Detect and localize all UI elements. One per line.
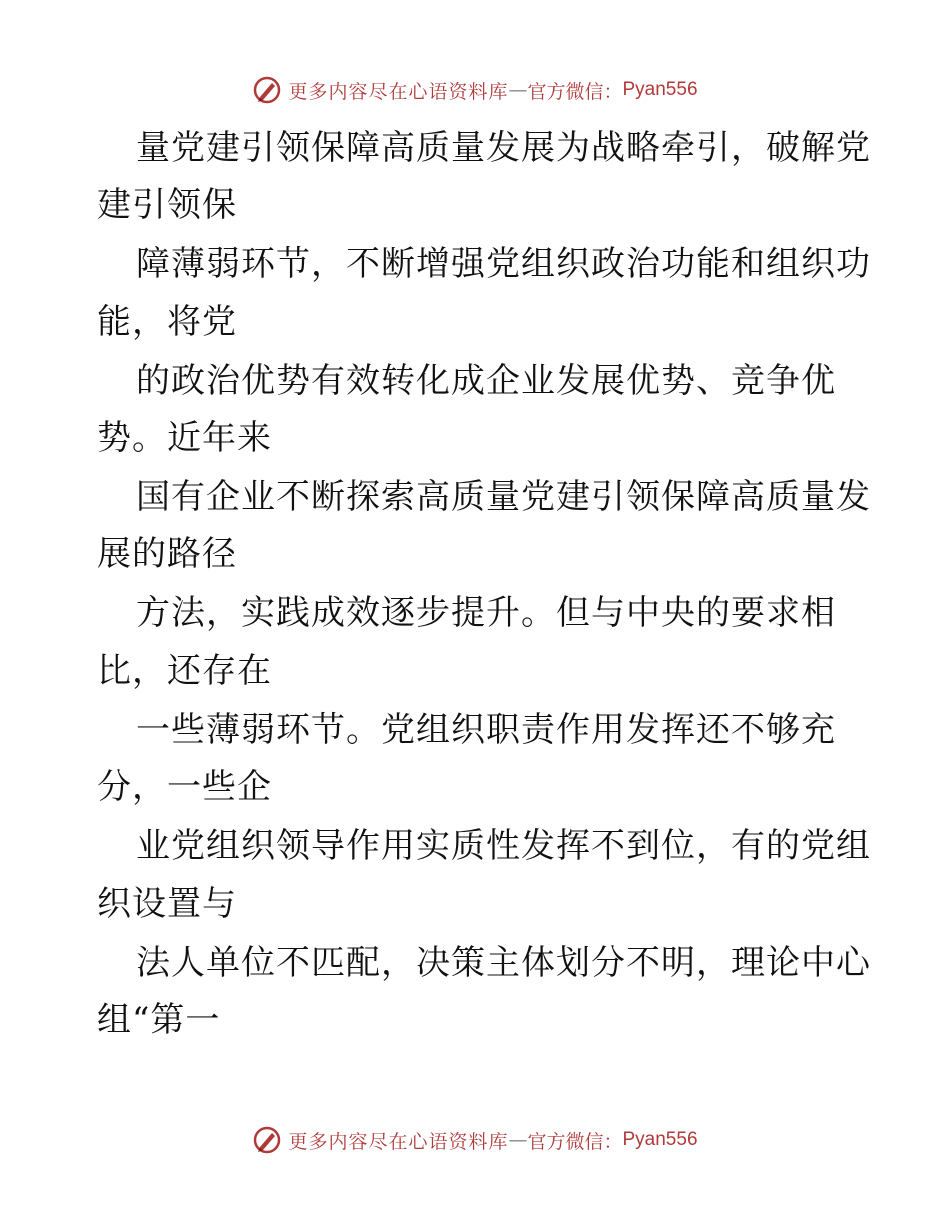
footer-banner [0, 1120, 950, 1160]
banner-site-text: 更多内容尽在心语资料库 [288, 1130, 509, 1153]
banner-wechat-label: 官方微信： [527, 80, 623, 103]
banner-wechat-id: Pyan556 [622, 79, 698, 100]
text-line: 建引领保 [97, 185, 237, 225]
header-banner [0, 70, 950, 110]
text-line: 织设置与 [97, 884, 237, 924]
text-line: 业党组织领导作用实质性发挥不到位，有的党组 [136, 826, 871, 866]
text-line: 的政治优势有效转化成企业发展优势、竞争优 [136, 361, 836, 401]
text-line: 法人单位不匹配，决策主体划分不明，理论中心 [136, 943, 871, 983]
pen-logo-icon [252, 75, 282, 105]
text-line: 比，还存在 [97, 651, 272, 691]
text-line: 方法，实践成效逐步提升。但与中央的要求相 [136, 593, 836, 633]
banner-separator: — [508, 1129, 528, 1151]
banner-site-text: 更多内容尽在心语资料库 [288, 80, 509, 103]
text-line: 能，将党 [97, 302, 237, 342]
pen-logo-icon [252, 1125, 282, 1155]
text-line: 展的路径 [97, 534, 237, 574]
text-line: 组“第一 [97, 1000, 221, 1040]
banner-wechat-id: Pyan556 [622, 1129, 698, 1150]
text-line: 势。近年来 [97, 418, 272, 458]
text-line: 国有企业不断探索高质量党建引领保障高质量发 [136, 477, 871, 517]
text-line: 障薄弱环节，不断增强党组织政治功能和组织功 [136, 244, 871, 284]
text-line: 量党建引领保障高质量发展为战略牵引，破解党 [136, 128, 871, 168]
banner-wechat-label: 官方微信： [527, 1130, 623, 1153]
text-line: 一些薄弱环节。党组织职责作用发挥还不够充 [136, 710, 836, 750]
banner-separator: — [508, 79, 528, 101]
text-line: 分，一些企 [97, 767, 272, 807]
